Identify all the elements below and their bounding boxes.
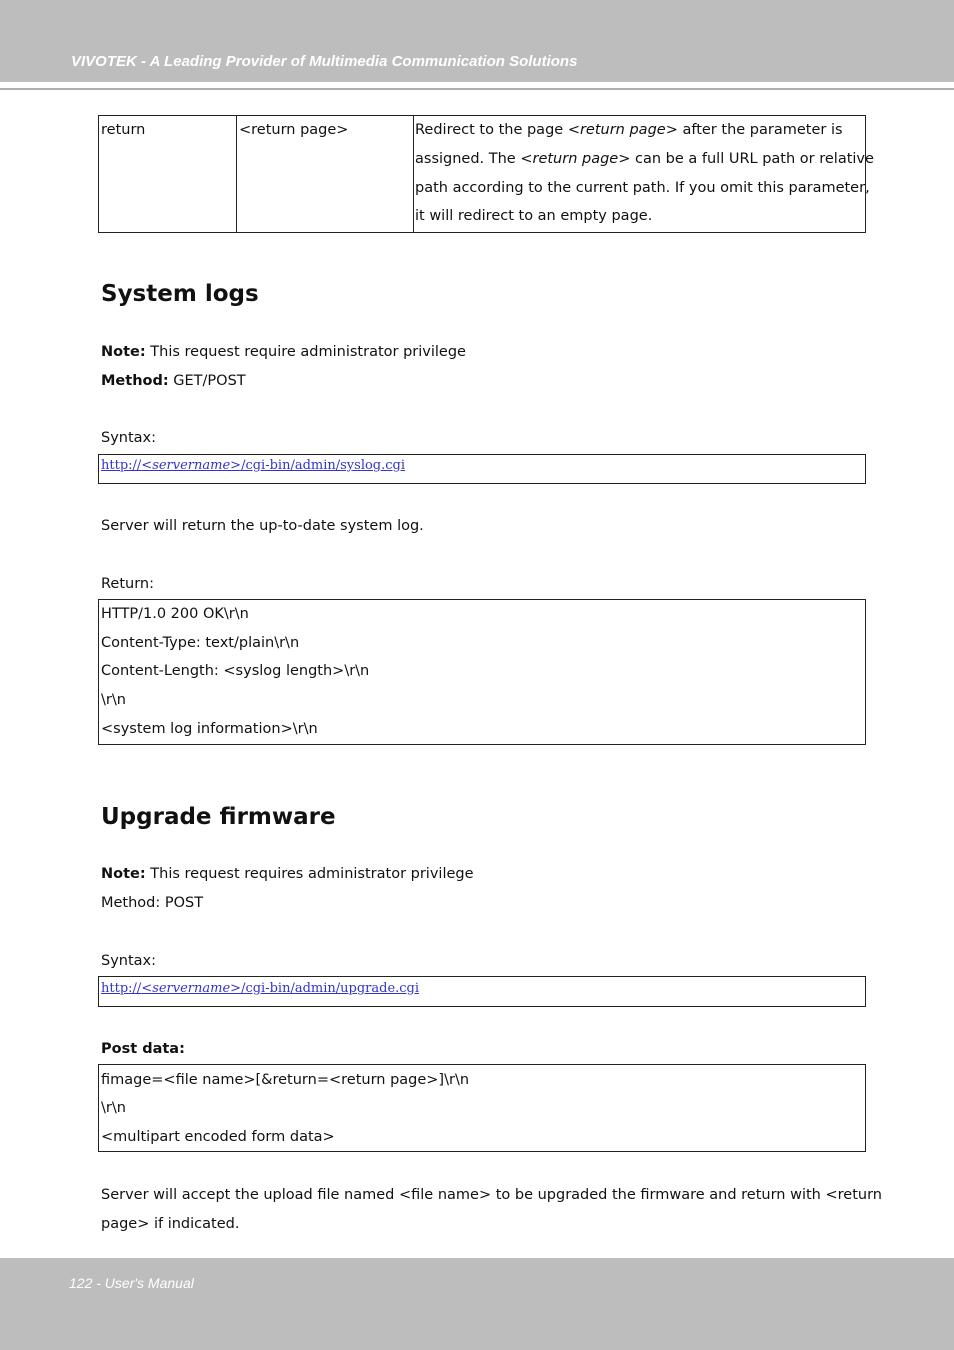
param-value-cell — [237, 116, 414, 232]
param-value: <return page> — [239, 122, 349, 138]
param-description-line: assigned. The <return page> can be a full URL path or relative — [415, 151, 874, 167]
header-title: VIVOTEK - A Leading Provider of Multimedia Communication Solutions — [71, 53, 578, 70]
upgrade-method: Method: POST — [101, 895, 204, 911]
page-number: 122 - User's Manual — [69, 1275, 194, 1291]
upgrade-description-line: Server will accept the upload file named <file name> to be upgraded the firmware and return with <return — [101, 1187, 882, 1203]
return-line: Content-Type: text/plain\r\n — [101, 635, 300, 651]
return-line: \r\n — [101, 692, 126, 708]
syslog-description: Server will return the up-to-date system log. — [101, 518, 424, 534]
return-line: HTTP/1.0 200 OK\r\n — [101, 606, 249, 622]
param-name-cell — [99, 116, 237, 232]
param-description-line: it will redirect to an empty page. — [415, 208, 653, 224]
post-data-box — [98, 1064, 866, 1152]
param-name: return — [101, 122, 146, 138]
post-data-line: fimage=<file name>[&return=<return page>]\r\n — [101, 1072, 470, 1088]
upgrade-note: Note: This request requires administrator privilege — [101, 866, 474, 882]
syslog-note: Note: This request require administrator privilege — [101, 344, 466, 360]
syslog-heading: System logs — [101, 281, 259, 307]
return-line: <system log information>\r\n — [101, 721, 318, 737]
syslog-url-link[interactable]: http://<servername>/cgi-bin/admin/syslog.cgi — [101, 458, 406, 473]
upgrade-url-link[interactable]: http://<servername>/cgi-bin/admin/upgrade.cgi — [101, 981, 420, 996]
param-description-line: path according to the current path. If you omit this parameter, — [415, 180, 870, 196]
param-description-line: Redirect to the page <return page> after the parameter is — [415, 122, 843, 138]
param-table — [98, 115, 874, 233]
syslog-method: Method: GET/POST — [101, 373, 246, 389]
upgrade-heading: Upgrade firmware — [101, 804, 336, 830]
upgrade-syntax-label: Syntax: — [101, 953, 157, 969]
upgrade-syntax-box — [98, 976, 866, 1007]
footer-band — [0, 1258, 954, 1350]
syslog-return-label: Return: — [101, 576, 155, 592]
post-data-line: \r\n — [101, 1100, 126, 1116]
header-band — [0, 0, 954, 82]
syslog-return-box — [98, 599, 866, 745]
upgrade-description-line: page> if indicated. — [101, 1216, 240, 1232]
param-description-cell — [414, 116, 874, 232]
syslog-syntax-box — [98, 454, 866, 484]
post-data-line: <multipart encoded form data> — [101, 1129, 335, 1145]
return-line: Content-Length: <syslog length>\r\n — [101, 663, 370, 679]
post-data-label: Post data: — [101, 1041, 185, 1057]
header-divider — [0, 88, 954, 90]
syslog-syntax-label: Syntax: — [101, 430, 157, 446]
